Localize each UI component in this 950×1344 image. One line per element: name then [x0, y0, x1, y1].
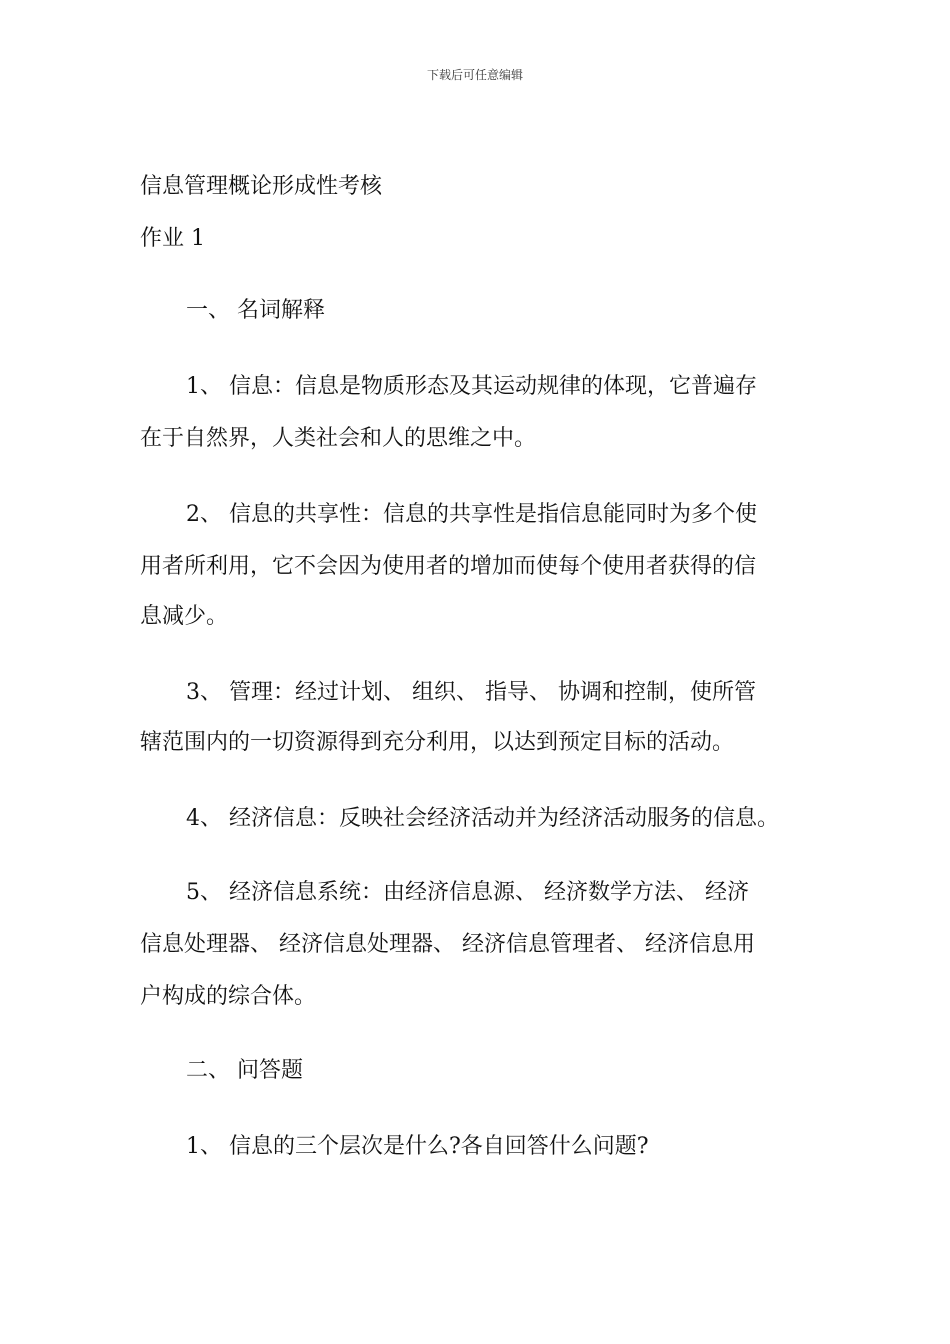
section-heading-questions: 二、 问答题	[186, 1058, 303, 1083]
definition-1-line-2: 在于自然界，人类社会和人的思维之中。	[140, 426, 537, 451]
definition-3-line-1: 3、 管理：经过计划、 组织、 指导、 协调和控制，使所管	[186, 680, 756, 705]
definition-5-line-1: 5、 经济信息系统：由经济信息源、 经济数学方法、 经济	[186, 880, 749, 905]
page-header: 下载后可任意编辑	[426, 68, 523, 82]
definition-5-line-2: 信息处理器、 经济信息处理器、 经济信息管理者、 经济信息用	[140, 932, 755, 957]
section-heading-definitions: 一、 名词解释	[186, 298, 325, 323]
definition-3-line-2: 辖范围内的一切资源得到充分利用，以达到预定目标的活动。	[140, 730, 735, 755]
definition-1-line-1: 1、 信息：信息是物质形态及其运动规律的体现，它普遍存	[186, 374, 757, 399]
definition-2-line-2: 用者所利用，它不会因为使用者的增加而使每个使用者获得的信	[140, 554, 757, 579]
assignment-label: 作业 1	[140, 226, 205, 251]
definition-2-line-1: 2、 信息的共享性：信息的共享性是指信息能同时为多个使	[186, 502, 757, 527]
document-title: 信息管理概论形成性考核	[140, 174, 383, 199]
definition-4-line-1: 4、 经济信息：反映社会经济活动并为经济活动服务的信息。	[186, 806, 779, 831]
question-1-line-1: 1、 信息的三个层次是什么?各自回答什么问题?	[186, 1134, 649, 1159]
definition-5-line-3: 户构成的综合体。	[140, 984, 317, 1009]
definition-2-line-3: 息减少。	[140, 604, 229, 629]
